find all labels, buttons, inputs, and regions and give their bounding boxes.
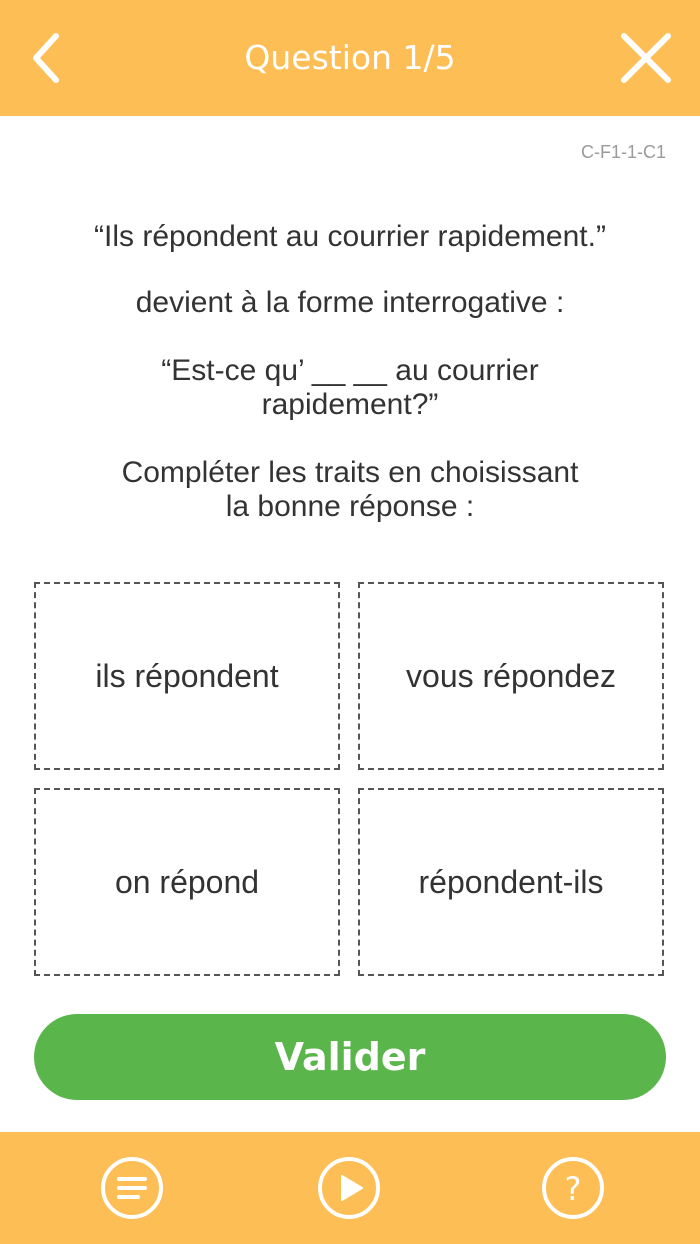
question-prompt	[40, 456, 660, 524]
question-code: C-F1-1-C1	[580, 142, 666, 162]
help-glyph: ?	[564, 1170, 582, 1208]
close-icon	[618, 30, 674, 86]
question-template-line2: rapidement?”	[261, 388, 439, 421]
close-button[interactable]	[618, 30, 674, 86]
answer-choice-2[interactable]	[358, 582, 664, 770]
bottom-bar	[0, 1132, 700, 1244]
play-button[interactable]	[317, 1156, 381, 1220]
question-prompt-line2: la bonne réponse :	[225, 490, 475, 523]
answer-choice-1[interactable]	[34, 582, 340, 770]
answer-choice-3[interactable]	[34, 788, 340, 976]
page-title: Question 1/5	[244, 38, 456, 77]
answer-choice-4[interactable]	[358, 788, 664, 976]
validate-button[interactable]: Valider	[34, 1014, 666, 1100]
play-icon	[317, 1156, 381, 1220]
answer-choice-label: ils répondent	[95, 657, 279, 694]
question-template-line1: “Est-ce qu’ __ __ au courrier	[161, 354, 539, 387]
question-instruction: devient à la forme interrogative :	[135, 286, 565, 319]
menu-lines-icon	[100, 1156, 164, 1220]
menu-button[interactable]	[100, 1156, 164, 1220]
question-prompt-line1: Compléter les traits en choisissant	[121, 456, 579, 489]
answer-choice-label: vous répondez	[406, 657, 616, 694]
question-sentence: “Ils répondent au courrier rapidement.”	[94, 220, 606, 253]
help-button[interactable]	[541, 1156, 605, 1220]
help-icon	[541, 1156, 605, 1220]
answer-choice-label: répondent-ils	[418, 863, 604, 900]
answer-choice-label: on répond	[114, 863, 260, 900]
question-template	[40, 354, 660, 422]
top-bar	[0, 0, 700, 116]
